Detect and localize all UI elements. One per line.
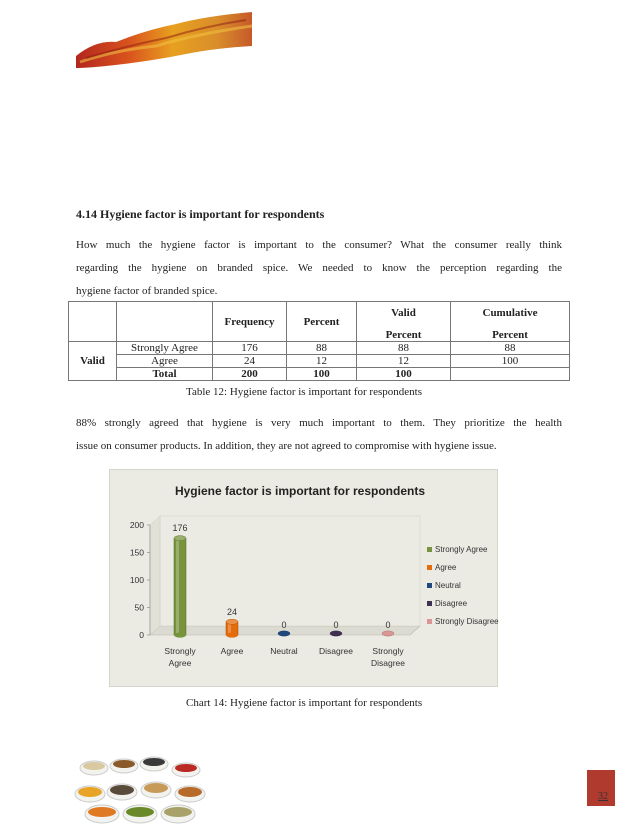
x-tick-label: Neutral [270, 646, 298, 656]
header-cumulative-bottom: Percent [492, 328, 528, 341]
table-row [69, 355, 570, 368]
row-label: Strongly Agree [117, 342, 213, 355]
legend-label: Strongly Disagree [435, 617, 499, 626]
cell-percent: 12 [287, 355, 357, 368]
table-row [69, 342, 570, 355]
table-row-total [69, 368, 570, 381]
x-tick-label: Strongly [372, 646, 404, 656]
intro-paragraph [76, 234, 562, 303]
header-percent: Percent [287, 302, 357, 342]
header-valid-percent-bottom: Percent [385, 328, 422, 341]
data-label: 0 [385, 620, 391, 630]
cell-cumulative [451, 368, 570, 381]
row-label: Agree [117, 355, 213, 368]
legend-swatch [427, 565, 432, 570]
legend-label: Disagree [435, 599, 468, 608]
analysis-line: 88% strongly agreed that hygiene is very much important to them. They prioritize the health [76, 417, 562, 429]
frequency-table [68, 301, 570, 381]
legend-swatch [427, 583, 432, 588]
x-tick-label: Agree [220, 646, 244, 656]
chart-caption: Chart 14: Hygiene factor is important for respondents [186, 697, 423, 709]
x-tick-label: Disagree [370, 658, 406, 668]
y-tick-label: 150 [129, 547, 144, 558]
cell-cumulative: 100 [451, 355, 570, 368]
bar-highlight [176, 538, 179, 635]
legend-label: Agree [435, 563, 457, 572]
x-tick-label: Strongly [164, 646, 196, 656]
header-blank [117, 302, 213, 342]
intro-line: hygiene factor of branded spice. [76, 285, 218, 297]
cell-percent: 100 [287, 368, 357, 381]
spice-bowls-image [74, 754, 210, 824]
legend-swatch [427, 619, 432, 624]
legend-swatch [427, 547, 432, 552]
bar [382, 631, 394, 636]
cell-valid-percent: 100 [357, 368, 451, 381]
cell-valid-percent: 88 [357, 342, 451, 355]
table-caption: Table 12: Hygiene factor is important for respondents [186, 386, 422, 398]
data-label: 0 [281, 620, 287, 630]
bar-top [226, 619, 238, 624]
row-group-label: Valid [69, 342, 117, 381]
intro-line: regarding the hygiene on branded spice. We needed to know the perception regarding the [76, 262, 562, 274]
header-cumulative-top: Cumulative [482, 306, 538, 319]
spice-banner-image [76, 12, 252, 68]
data-label: 24 [226, 606, 238, 617]
bar-chart [109, 469, 498, 687]
table-header-row [69, 302, 570, 342]
x-tick-label: Agree [168, 658, 192, 668]
bar [174, 538, 186, 635]
chart-back-wall [160, 516, 420, 626]
cell-percent: 88 [287, 342, 357, 355]
header-frequency: Frequency [213, 302, 287, 342]
cell-valid-percent: 12 [357, 355, 451, 368]
analysis-line: issue on consumer products. In addition, they are not agreed to compromise with hygiene issue. [76, 440, 497, 452]
analysis-paragraph [76, 412, 562, 458]
cell-frequency: 176 [213, 342, 287, 355]
header-blank [69, 302, 117, 342]
cell-cumulative: 88 [451, 342, 570, 355]
bar-chart-svg [110, 470, 499, 688]
cell-frequency: 24 [213, 355, 287, 368]
header-valid-percent [357, 302, 451, 342]
legend-label: Neutral [435, 581, 461, 590]
header-cumulative-percent [451, 302, 570, 342]
bar [278, 631, 290, 636]
chart-side-wall [150, 516, 160, 635]
row-label: Total [117, 368, 213, 381]
y-tick-label: 100 [129, 575, 144, 585]
page-number: 32 [598, 791, 608, 802]
x-tick-label: Disagree [318, 646, 354, 656]
data-label: 0 [333, 620, 339, 630]
bar-top [174, 536, 186, 541]
cell-frequency: 200 [213, 368, 287, 381]
intro-line: How much the hygiene factor is important to the consumer? What the consumer really think [76, 239, 562, 251]
y-tick-label: 200 [129, 520, 144, 530]
bar-base [174, 632, 186, 637]
y-tick-label: 50 [134, 602, 144, 613]
header-valid-percent-top: Valid [391, 306, 416, 319]
bar [330, 631, 342, 636]
data-label: 176 [172, 523, 188, 534]
legend-swatch [427, 601, 432, 606]
section-title: 4.14 Hygiene factor is important for respondents [76, 207, 325, 221]
y-tick-label: 0 [139, 630, 144, 640]
chart-title: Hygiene factor is important for respondents [174, 484, 426, 498]
bar-base [226, 632, 238, 637]
legend-label: Strongly Agree [435, 545, 488, 554]
